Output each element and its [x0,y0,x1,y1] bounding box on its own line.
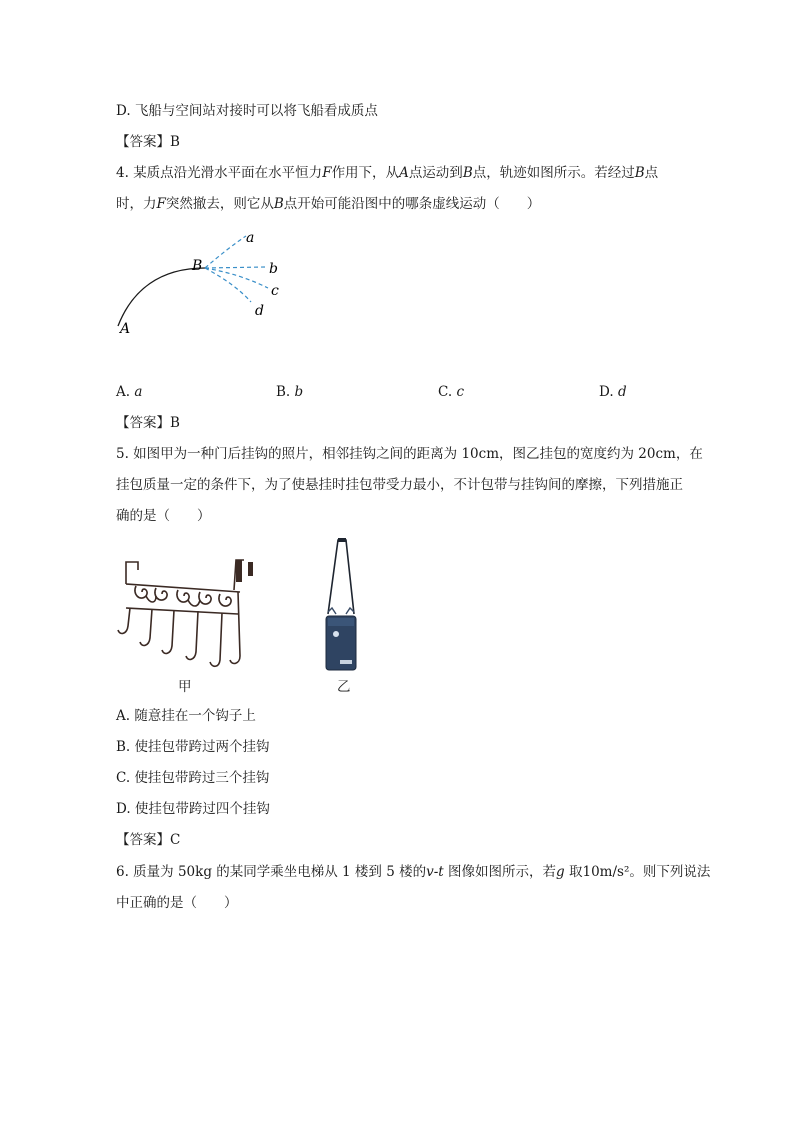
answer-value: B [170,415,180,431]
q4-answer [116,413,180,433]
q6-text-line2: 中正确的是（ ） [116,895,238,911]
q4-text: 点运动到 [408,165,463,181]
q4-text-line2 [116,194,540,214]
trajectory-curve [118,268,205,326]
option-prefix: A. [116,384,135,400]
q4-option-b [276,382,303,402]
label-A: A [120,321,131,337]
var-B: B [273,196,284,212]
option-prefix: D. [599,384,618,400]
option-value: a [134,384,143,400]
q4-number: 4. [116,165,129,181]
label-B: B [192,258,203,274]
dashed-path-c [205,268,268,288]
q4-text: 点，轨迹如图所示。若经过 [472,165,635,181]
dashed-path-b [205,267,266,268]
answer-value: C [170,832,181,848]
q4-text: 点开始可能沿图中的哪条虚线运动（ ） [283,196,541,212]
answer-label: 【答案】 [116,134,170,150]
option-value: d [617,384,627,400]
caption-jia: 甲 [178,679,192,695]
option-value: b [294,384,304,400]
option-prefix: B. [276,384,295,400]
label-c: c [271,283,279,299]
q6-text: 图像如图所示，若 [443,864,557,880]
answer-value: B [170,134,180,150]
var-B: B [462,165,473,181]
q6-text: 。则下列说法 [629,864,711,880]
shoulder-bag-photo [318,538,368,672]
q5-option-d: D. 使挂包带跨过四个挂钩 [116,801,270,817]
var-g: g [556,864,565,880]
q4-trajectory-figure [110,222,310,342]
var-F: F [156,196,166,212]
option-value: c [456,384,464,400]
q5-answer [116,830,180,850]
q4-text: 作用下，从 [331,165,400,181]
q5-option-b: B. 使挂包带跨过两个挂钩 [116,739,270,755]
q4-text-line1 [116,163,658,183]
var-B: B [634,165,645,181]
label-d: d [255,303,264,319]
option-prefix: C. [438,384,457,400]
q6-text: 取 [564,864,583,880]
answer-label: 【答案】 [116,415,170,431]
q4-option-a [116,382,142,402]
answer-label: 【答案】 [116,832,170,848]
q5-option-a: A. 随意挂在一个钩子上 [116,708,256,724]
q3-option-d: D. 飞船与空间站对接时可以将飞船看成质点 [116,103,378,119]
q5-text-line2: 挂包质量一定的条件下，为了使悬挂时挂包带受力最小，不计包带与挂钩间的摩擦，下列措施正 [116,477,683,493]
q3-answer [116,132,180,152]
g-value: 10m/s² [582,864,630,880]
q5-option-c: C. 使挂包带跨过三个挂钩 [116,770,270,786]
q4-option-d [599,382,627,402]
q4-text: 时，力 [116,196,157,212]
door-hook-photo [112,556,262,670]
caption-yi: 乙 [337,679,351,695]
q4-text: 突然撤去，则它从 [165,196,274,212]
q5-text-line1: 5. 如图甲为一种门后挂钩的照片，相邻挂钩之间的距离为 10cm，图乙挂包的宽度约为 20cm，在 [116,446,703,462]
q4-option-c [438,382,464,402]
q4-text: 点 [644,165,659,181]
q4-text: 某质点沿光滑水平面在水平恒力 [133,165,323,181]
var-vt: v-t [426,864,444,880]
label-b: b [269,261,278,277]
q6-text-line1 [116,862,710,882]
var-F: F [322,165,332,181]
dashed-path-a [205,236,246,268]
q6-text: 6. 质量为 50kg 的某同学乘坐电梯从 1 楼到 5 楼的 [116,864,427,880]
q5-text-line3: 确的是（ ） [116,508,211,524]
label-a: a [246,230,255,246]
var-A: A [399,165,409,181]
